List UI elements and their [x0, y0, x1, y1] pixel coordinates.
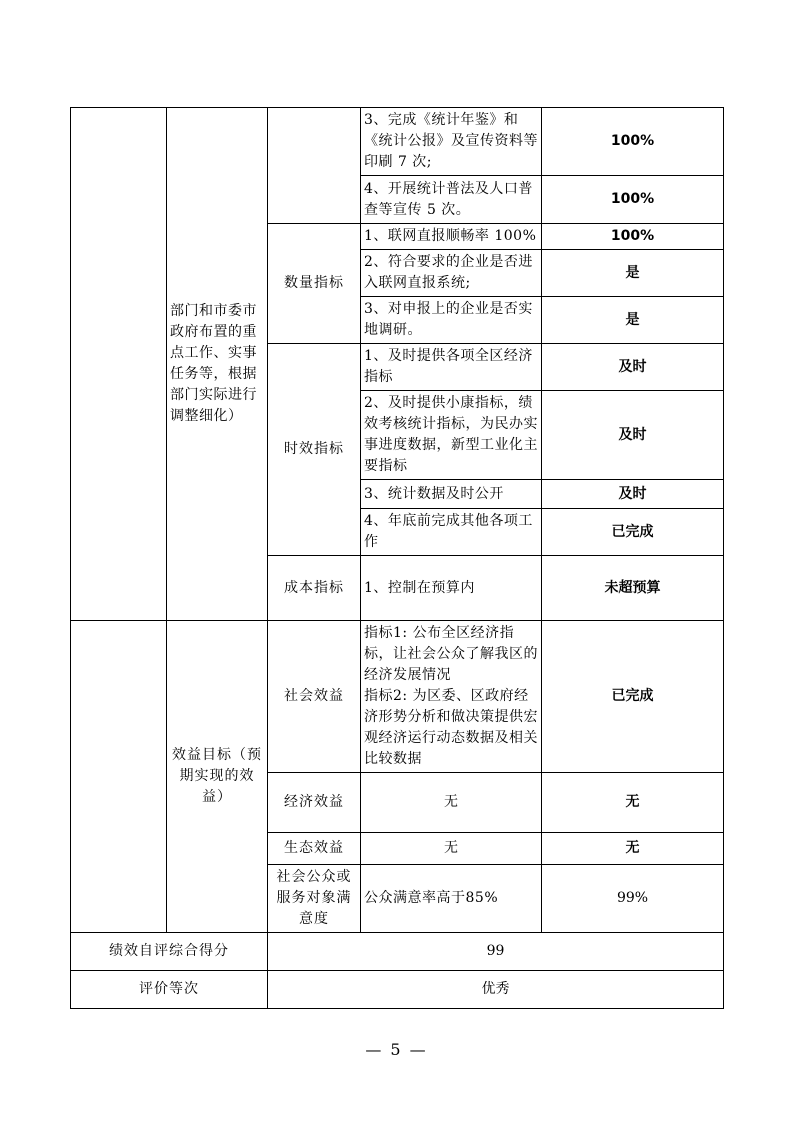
timeliness-label: 时效指标: [268, 344, 361, 556]
indicator-text: 1、控制在预算内: [361, 556, 542, 621]
indicator-text: 无: [361, 833, 542, 865]
indicator-text: 无: [361, 773, 542, 833]
indicator-text: 3、对申报上的企业是否实地调研。: [361, 297, 542, 344]
indicator-text: 3、完成《统计年鉴》和《统计公报》及宣传资料等印刷 7 次;: [361, 108, 542, 176]
category-cell-empty-2: [71, 621, 167, 933]
quality-label-cell: [268, 108, 361, 224]
grade-value: 优秀: [268, 971, 724, 1009]
performance-table: [70, 107, 724, 1009]
indicator-value: 已完成: [542, 621, 724, 773]
indicator-value: 100%: [542, 108, 724, 176]
indicator-text: 1、及时提供各项全区经济指标: [361, 344, 542, 391]
category-cell-empty: [71, 108, 167, 621]
indicator-value: 及时: [542, 344, 724, 391]
indicator-value: 100%: [542, 224, 724, 250]
indicator-value: 及时: [542, 391, 724, 480]
grade-label: 评价等次: [71, 971, 268, 1009]
indicator-value: 100%: [542, 176, 724, 224]
indicator-text: 3、统计数据及时公开: [361, 480, 542, 509]
satisfaction-label: 社会公众或服务对象满意度: [268, 865, 361, 933]
indicator-text: 指标1: 公布全区经济指标，让社会公众了解我区的经济发展情况 指标2: 为区委、区政府经济形势分析和做决策提供宏观经济运行动态数据及相关比较数据: [361, 621, 542, 773]
indicator-value: 无: [542, 773, 724, 833]
indicator-text: 公众满意率高于85%: [361, 865, 542, 933]
indicator-text: 4、开展统计普法及人口普查等宣传 5 次。: [361, 176, 542, 224]
indicator-value: 99%: [542, 865, 724, 933]
page-number: — 5 —: [365, 1040, 428, 1059]
score-value: 99: [268, 933, 724, 971]
benefit-group-label: 效益目标（预期实现的效益）: [167, 621, 268, 933]
score-label: 绩效自评综合得分: [71, 933, 268, 971]
indicator-text: 2、及时提供小康指标，绩效考核统计指标，为民办实事进度数据，新型工业化主要指标: [361, 391, 542, 480]
indicator-value: 无: [542, 833, 724, 865]
indicator-text: 2、符合要求的企业是否进入联网直报系统;: [361, 250, 542, 297]
economic-benefit-label: 经济效益: [268, 773, 361, 833]
table-row: [71, 621, 724, 773]
cost-label: 成本指标: [268, 556, 361, 621]
indicator-text: 4、年底前完成其他各项工作: [361, 509, 542, 556]
indicator-text: 1、联网直报顺畅率 100%: [361, 224, 542, 250]
indicator-value: 是: [542, 250, 724, 297]
indicator-value: 未超预算: [542, 556, 724, 621]
table-row: [71, 933, 724, 971]
quantity-label: 数量指标: [268, 224, 361, 344]
indicator-value: 及时: [542, 480, 724, 509]
table-row: [71, 108, 724, 176]
indicator-value: 是: [542, 297, 724, 344]
table-row: [71, 971, 724, 1009]
social-benefit-label: 社会效益: [268, 621, 361, 773]
outputs-note: 部门和市委市政府布置的重点工作、实事任务等，根据部门实际进行调整细化）: [167, 108, 268, 621]
ecological-benefit-label: 生态效益: [268, 833, 361, 865]
indicator-value: 已完成: [542, 509, 724, 556]
